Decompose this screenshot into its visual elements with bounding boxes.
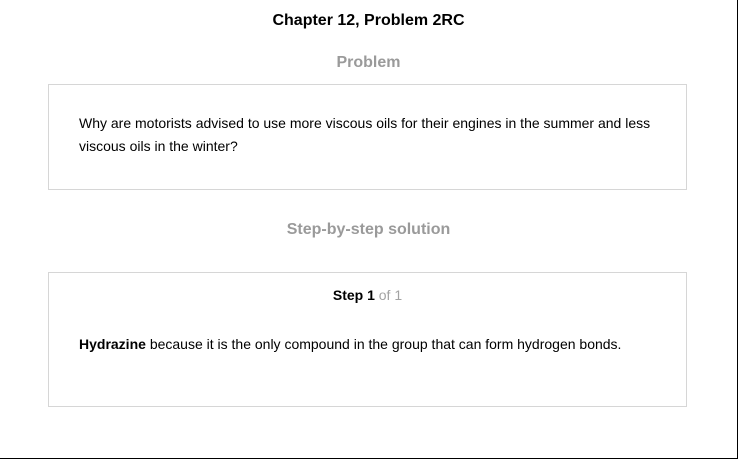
problem-card (48, 84, 687, 190)
solution-text (79, 334, 669, 354)
solution-heading: Step-by-step solution (286, 221, 451, 238)
answer-keyword: Hydrazine (79, 336, 146, 352)
answer-explanation: because it is the only compound in the group that can form hydrogen bonds. (149, 336, 622, 352)
page-title: Chapter 12, Problem 2RC (272, 12, 465, 29)
problem-text: Why are motorists advised to use more viscous oils for their engines in the summer and less viscous oils in the winter? (79, 115, 651, 154)
step-count: of 1 (378, 287, 403, 303)
step-indicator (49, 286, 686, 304)
solution-card (48, 272, 687, 407)
problem-heading: Problem (336, 54, 401, 71)
step-label: Step 1 (332, 287, 375, 303)
